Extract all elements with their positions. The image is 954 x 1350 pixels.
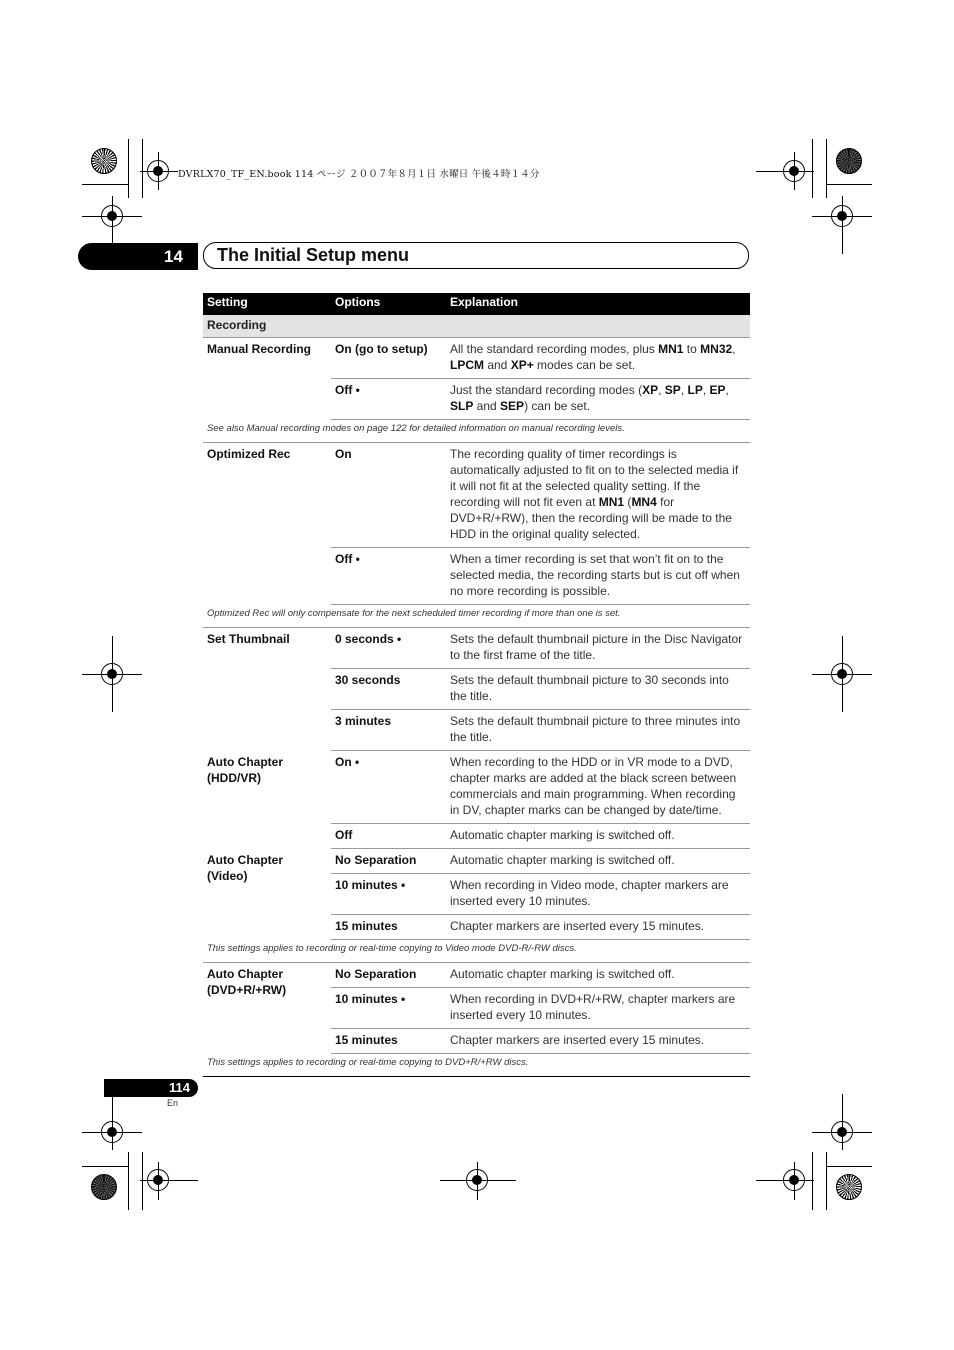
page-language: En [167, 1098, 179, 1108]
option-cell: 30 seconds [331, 669, 446, 710]
option-cell: No Separation [331, 849, 446, 874]
option-cell: 3 minutes [331, 710, 446, 751]
explanation-cell: The recording quality of timer recordings is automatically adjusted to fit on to the selected media if it will not fit at the selected quality setting. If the recording will not fit even at MN1 (MN4 for DVD+R/+RW), then the recording will be made to the HDD in the original quality selected. [446, 443, 750, 548]
option-cell: 10 minutes • [331, 988, 446, 1029]
note-row [203, 420, 750, 443]
note-text: See also Manual recording modes on page 122 for detailed information on manual recording levels. [203, 420, 750, 443]
registration-rosette-icon [91, 1174, 117, 1200]
setting-auto-chapter-video: Auto Chapter (Video) [207, 852, 283, 883]
table-row [203, 963, 750, 988]
note-row [203, 940, 750, 963]
category-row [203, 315, 750, 338]
table-row [203, 751, 750, 824]
explanation-cell: Sets the default thumbnail picture to three minutes into the title. [446, 710, 750, 751]
note-text: Optimized Rec will only compensate for the next scheduled timer recording if more than one is set. [203, 605, 750, 628]
header-setting: Setting [203, 293, 331, 315]
setting-optimized-rec: Optimized Rec [207, 447, 291, 461]
header-explanation: Explanation [446, 293, 750, 315]
setting-auto-chapter-dvdr: Auto Chapter (DVD+R/+RW) [207, 967, 287, 997]
table-row [203, 338, 750, 379]
note-row [203, 605, 750, 628]
explanation-cell: Chapter markers are inserted every 15 minutes. [446, 915, 750, 940]
note-text: This settings applies to recording or real-time copying to DVD+R/+RW discs. [203, 1054, 750, 1077]
note-row [203, 1054, 750, 1077]
category-recording: Recording [203, 315, 750, 338]
option-cell: Off [331, 824, 446, 849]
explanation-cell: When recording in DVD+R/+RW, chapter markers are inserted every 10 minutes. [446, 988, 750, 1029]
explanation-cell: When a timer recording is set that won’t fit on to the selected media, the recording starts but is cut off when no more recording is possible. [446, 548, 750, 605]
explanation-cell: When recording to the HDD or in VR mode to a DVD, chapter marks are added at the black screen between commercials and main programming. When recording in DV, chapter marks can be changed by date/time. [446, 751, 750, 824]
explanation-cell: Sets the default thumbnail picture in the Disc Navigator to the first frame of the title. [446, 628, 750, 669]
explanation-cell: Sets the default thumbnail picture to 30 seconds into the title. [446, 669, 750, 710]
option-cell: 10 minutes • [331, 874, 446, 915]
option-cell: Off • [331, 379, 446, 420]
book-slug: DVRLX70_TF_EN.book 114 ページ ２００７年８月１日 水曜日 午後４時１４分 [178, 169, 540, 180]
option-cell: On (go to setup) [331, 338, 446, 379]
table-row [203, 443, 750, 548]
note-text: This settings applies to recording or real-time copying to Video mode DVD-R/-RW discs. [203, 940, 750, 963]
registration-rosette-icon [836, 148, 862, 174]
explanation-cell: All the standard recording modes, plus MN1 to MN32, LPCM and XP+ modes can be set. [446, 338, 750, 379]
table-row [203, 849, 750, 874]
chapter-number: 14 [78, 243, 198, 270]
explanation-cell: Automatic chapter marking is switched off. [446, 849, 750, 874]
explanation-cell: Automatic chapter marking is switched off. [446, 963, 750, 988]
option-cell: 15 minutes [331, 1029, 446, 1054]
explanation-cell: Just the standard recording modes (XP, SP, LP, EP, SLP and SEP) can be set. [446, 379, 750, 420]
option-cell: No Separation [331, 963, 446, 988]
registration-rosette-icon [836, 1174, 862, 1200]
option-cell: On [331, 443, 446, 548]
registration-rosette-icon [91, 148, 117, 174]
setting-set-thumbnail: Set Thumbnail [207, 632, 290, 646]
chapter-title: The Initial Setup menu [203, 242, 749, 269]
table-header-row [203, 293, 750, 315]
table-row [203, 628, 750, 669]
option-cell: 15 minutes [331, 915, 446, 940]
header-options: Options [331, 293, 446, 315]
explanation-cell: Chapter markers are inserted every 15 minutes. [446, 1029, 750, 1054]
option-cell: 0 seconds • [331, 628, 446, 669]
explanation-cell: Automatic chapter marking is switched off. [446, 824, 750, 849]
explanation-cell: When recording in Video mode, chapter markers are inserted every 10 minutes. [446, 874, 750, 915]
setting-auto-chapter-hdd: Auto Chapter (HDD/VR) [207, 754, 283, 785]
page-number: 114 [104, 1079, 198, 1097]
setting-manual-recording: Manual Recording [207, 342, 312, 356]
settings-table [203, 293, 750, 1077]
option-cell: Off • [331, 548, 446, 605]
option-cell: On • [331, 751, 446, 824]
